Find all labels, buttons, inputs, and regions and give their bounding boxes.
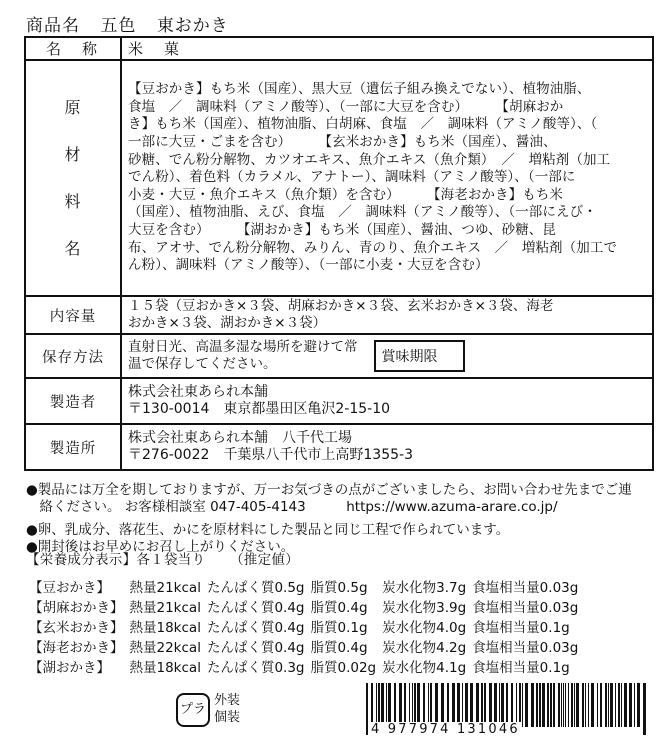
- nutrition-row: [26, 636, 581, 656]
- manufacturer-company: 株式会社東あられ本舗: [128, 384, 268, 400]
- barcode-bar: [423, 683, 425, 727]
- barcode-bar: [428, 683, 429, 727]
- barcode-bar: [597, 683, 598, 727]
- barcode-bar: [634, 683, 635, 727]
- seizosha-label: 製造者: [25, 378, 121, 424]
- nutrition-name: 【玄米おかき】: [29, 620, 124, 636]
- ingredient-line: ん粉）、調味料（アミノ酸等）、（一部に小麦・大豆を含む）: [128, 257, 489, 274]
- barcode-bar: [621, 683, 622, 727]
- barcode-bar: [550, 683, 552, 727]
- naiyoryo-value: [121, 296, 653, 334]
- product-series: 五色: [100, 16, 137, 36]
- barcode-bar: [553, 683, 555, 727]
- nutrition-heading: [26, 552, 299, 569]
- nutrition-salt: 食塩相当量0.03g: [472, 600, 579, 616]
- barcode-bar: [582, 683, 584, 727]
- nutrition-name: 【湖おかき】: [29, 660, 110, 676]
- barcode-bar: [452, 683, 455, 727]
- nutrition-carb: 炭水化物3.7g: [382, 580, 467, 596]
- ingredient-line: 砂糖、でん粉分解物、カツオエキス、魚介エキス（魚介類） ／ 増粘剤（加工: [128, 151, 611, 168]
- barcode-bar: [588, 683, 589, 727]
- nutrition-fat: 脂質0.4g: [310, 600, 368, 616]
- nutrition-name: 【豆おかき】: [29, 580, 110, 596]
- barcode-bar: [618, 683, 620, 727]
- barcode-bar: [409, 683, 410, 727]
- ingredient-line: 大豆を含む） 【湖おかき】もち米（国産）、醤油、つゆ、砂糖、昆: [128, 221, 557, 238]
- barcode-bar: [470, 683, 473, 727]
- factory-address: 〒276-0022 千葉県八千代市上高野1355-3: [128, 447, 413, 463]
- genzairyo-label-char: 名: [64, 239, 82, 258]
- barcode-number: 4 977974 131046: [371, 722, 520, 737]
- nutrition-energy: 熱量18kcal: [129, 660, 201, 676]
- barcode-bar: [484, 683, 486, 727]
- barcode-bar: [531, 683, 534, 727]
- barcode-bar: [519, 683, 521, 727]
- barcode-bar: [435, 683, 438, 727]
- barcode-bar: [465, 683, 468, 727]
- barcode-bar: [501, 683, 504, 727]
- nutrition-row: [26, 576, 581, 596]
- barcode-bar: [600, 683, 602, 727]
- genzairyo-label-char: 原: [64, 98, 82, 117]
- nutrition-energy: 熱量21kcal: [129, 600, 201, 616]
- barcode-bar: [608, 683, 609, 727]
- meisho-label: 名 称: [25, 37, 121, 60]
- recycle-label: 個装: [214, 710, 241, 725]
- nutrition-name: 【胡麻おかき】: [29, 600, 124, 616]
- barcode-bar: [568, 683, 569, 727]
- nutrition-protein: たんぱく質0.4g: [206, 640, 305, 656]
- ingredient-line: 小麦・大豆・魚介エキス（魚介類）を含む） 【海老おかき】もち米: [128, 186, 564, 203]
- barcode-bar: [539, 683, 541, 727]
- barcode-bar: [499, 683, 500, 727]
- barcode-bar: [376, 683, 377, 727]
- note-line: ●製品には万全を期しておりますが、万一お気づきの点がございましたら、お問い合わせ先までご連: [26, 482, 632, 498]
- factory-company: 株式会社東あられ本舗 八千代工場: [128, 430, 352, 446]
- ingredient-line: （国産）、植物油脂、えび、食塩 ／ 調味料（アミノ酸等）、（一部にえび・: [128, 204, 597, 221]
- manufacturer-address: 〒130-0014 東京都墨田区亀沢2-15-10: [128, 401, 391, 417]
- barcode-bar: [610, 683, 613, 727]
- hozon-line: 温で保存してください。: [128, 356, 277, 372]
- nutrition-row: [26, 656, 581, 676]
- genzairyo-label: [25, 60, 121, 296]
- barcode-bar: [643, 683, 646, 735]
- hozon-value: [121, 334, 653, 378]
- barcode-bar: [542, 683, 545, 727]
- nutrition-protein: たんぱく質0.4g: [206, 620, 305, 636]
- nutrition-name: 【海老おかき】: [29, 640, 124, 656]
- barcode-bar: [481, 683, 483, 727]
- best-before-box: 賞味期限: [374, 340, 465, 372]
- nutrition-salt: 食塩相当量0.03g: [472, 580, 579, 596]
- ingredient-line: でん粉）、着色料（カラメル、アナトー）、調味料（アミノ酸等）、（一部に: [128, 169, 576, 186]
- nutrition-table: [26, 576, 581, 676]
- barcode-bar: [576, 683, 579, 727]
- barcode-bar: [414, 683, 416, 727]
- nutrition-salt: 食塩相当量0.1g: [472, 660, 570, 676]
- pla-recycle-icon: プラ: [176, 693, 210, 727]
- barcode-bar: [412, 683, 413, 727]
- barcode-bar: [430, 683, 432, 727]
- nutrition-salt: 食塩相当量0.03g: [472, 640, 579, 656]
- ingredient-line: 食塩 ／ 調味料（アミノ酸等）、（一部に大豆を含む） 【胡麻おか: [128, 98, 564, 115]
- barcode-bar: [378, 683, 380, 727]
- genzairyo-label-char: 材: [64, 145, 82, 164]
- hozon-line: 直射日光、高温多湿な場所を避けて常: [128, 339, 358, 355]
- barcode-bar: [388, 683, 391, 727]
- note-line: 絡ください。 お客様相談室 047-405-4143 https://www.azuma-arare.co.jp/: [26, 499, 558, 515]
- barcode-bar: [571, 683, 573, 727]
- barcode-bar: [457, 683, 460, 727]
- seizosho-label: 製造所: [25, 424, 121, 470]
- nutrition-salt: 食塩相当量0.1g: [472, 620, 570, 636]
- barcode-bar: [399, 683, 402, 727]
- nutrition-row: [26, 596, 581, 616]
- nutrition-fat: 脂質0.1g: [310, 620, 368, 636]
- meisho-value: 米 菓: [121, 37, 653, 60]
- barcode-bar: [462, 683, 463, 727]
- seizosha-value: [121, 378, 653, 424]
- barcode-bar: [605, 683, 607, 727]
- barcode-bar: [394, 683, 396, 727]
- barcode-bar: [585, 683, 586, 727]
- genzairyo-label-char: 料: [64, 192, 82, 211]
- barcode-bar: [565, 683, 566, 727]
- row-seizosho: [25, 424, 653, 470]
- barcode-bar: [624, 683, 627, 727]
- nutrition-carb: 炭水化物4.2g: [382, 640, 467, 656]
- nutrition-energy: 熱量22kcal: [129, 640, 201, 656]
- product-name: 東おかき: [156, 16, 229, 36]
- barcode-bar: [522, 683, 523, 727]
- nutrition-protein: たんぱく質0.4g: [206, 600, 305, 616]
- barcode-bar: [366, 683, 368, 735]
- barcode-bar: [447, 683, 449, 727]
- barcode-bar: [637, 683, 640, 727]
- ingredient-line: 【豆おかき】もち米（国産）、黒大豆（遺伝子組み換えでない）、植物油脂、: [128, 81, 591, 98]
- recycle-label: 外装: [214, 693, 241, 708]
- row-meisho: [25, 37, 653, 60]
- barcode-bar: [629, 683, 632, 727]
- nutrition-row: [26, 616, 581, 636]
- nutrition-carb: 炭水化物4.0g: [382, 620, 467, 636]
- barcode-bar: [404, 683, 406, 727]
- nutrition-fat: 脂質0.4g: [310, 640, 368, 656]
- barcode-bar: [536, 683, 538, 727]
- row-genzairyo: [25, 60, 653, 296]
- nutrition-estimate: （推定値）: [230, 552, 299, 568]
- barcode-bar: [558, 683, 560, 727]
- barcode-bar: [417, 683, 420, 727]
- barcode-bar: [494, 683, 497, 727]
- nutrition-carb: 炭水化物3.9g: [382, 600, 467, 616]
- barcode-bar: [615, 683, 616, 727]
- product-title: [26, 11, 243, 36]
- row-hozon: [25, 334, 653, 378]
- recycle-labels: [214, 692, 240, 726]
- barcode-bar: [489, 683, 492, 727]
- barcode-bar: [386, 683, 387, 727]
- barcode-bar: [591, 683, 594, 727]
- notes: [26, 482, 632, 556]
- barcode-bar: [561, 683, 562, 727]
- naiyoryo-label: 内容量: [25, 296, 121, 334]
- nutrition-carb: 炭水化物4.1g: [382, 660, 467, 676]
- label-table: [24, 36, 654, 471]
- nutrition-fat: 脂質0.5g: [310, 580, 368, 596]
- barcode-bar: [525, 683, 528, 727]
- barcode-bar: [516, 683, 517, 727]
- nutrition-energy: 熱量18kcal: [129, 620, 201, 636]
- barcode-bar: [381, 683, 384, 727]
- nutrition-energy: 熱量21kcal: [129, 580, 201, 596]
- ingredient-line: 一部に大豆・ごまを含む） 【玄米おかき】もち米（国産）、醤油、: [128, 134, 557, 151]
- ingredient-line: き】もち米（国産）、植物油脂、白胡麻、食塩 ／ 調味料（アミノ酸等）、（: [128, 116, 598, 133]
- seizosho-value: [121, 424, 653, 470]
- barcode-bar: [574, 683, 575, 727]
- naiyoryo-line: １５袋（豆おかき×３袋、胡麻おかき×３袋、玄米おかき×３袋、海老: [128, 298, 554, 314]
- hozon-label: 保存方法: [25, 334, 121, 378]
- barcode-bar: [547, 683, 549, 727]
- barcode-bar: [563, 683, 564, 727]
- product-name-label: 商品名: [26, 16, 80, 36]
- nutrition-title: 【栄養成分表示】各１袋当り: [26, 552, 206, 568]
- row-naiyoryo: [25, 296, 653, 334]
- barcode-bar: [476, 683, 479, 727]
- nutrition-fat: 脂質0.02g: [310, 660, 377, 676]
- note-line: ●開封後はお早めにお召し上がりください。: [26, 539, 295, 555]
- naiyoryo-line: おかき×３袋、湖おかき×３袋）: [128, 315, 327, 331]
- ingredient-line: 布、アオサ、でん粉分解物、みりん、青のり、魚介エキス ／ 増粘剤（加工で: [128, 239, 618, 256]
- barcode-bar: [441, 683, 444, 727]
- row-seizosha: [25, 378, 653, 424]
- note-line: ●卵、乳成分、落花生、かにを原材料にした製品と同じ工程で作られています。: [26, 522, 510, 538]
- ingredients: [121, 60, 653, 296]
- nutrition-protein: たんぱく質0.5g: [206, 580, 305, 596]
- nutrition-protein: たんぱく質0.3g: [206, 660, 305, 676]
